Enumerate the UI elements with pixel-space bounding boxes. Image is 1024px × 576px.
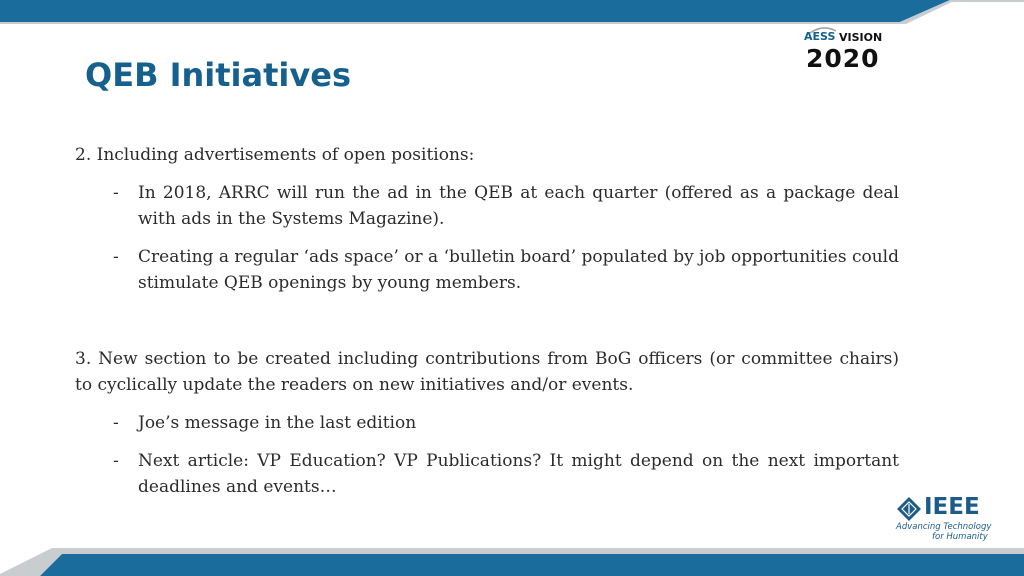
bullet-text: In 2018, ARRC will run the ad in the QEB at each quarter (offered as a package deal with ads in the Systems Magazine). [138,183,899,229]
bullet-text: Joe’s message in the last edition [138,413,417,433]
item-2-heading: 2. Including advertisements of open positions: [75,145,475,165]
ieee-tagline-2: for Humanity [932,532,988,542]
ieee-tagline-1: Advancing Technology [896,522,992,532]
vision-year: 2020 [806,44,880,73]
ieee-wordmark: IEEE [924,494,980,520]
ieee-diamond-icon [896,496,922,522]
top-decorative-band [0,0,1024,24]
vision-word: VISION [839,31,883,44]
slide-body [75,142,899,500]
bullet-text: Creating a regular ‘ads space’ or a ‘bulletin board’ populated by job opportunities could stimulate QEB openings by young members. [138,247,899,293]
list-item [75,244,899,296]
bullet-dash: - [113,451,119,471]
bullet-dash: - [113,247,119,267]
ieee-logo [894,494,1006,542]
bullet-dash: - [113,183,119,203]
item-3-heading: 3. New section to be created including contributions from BoG officers (or committee chairs) to cyclically update the readers on new initiatives and/or events. [75,349,899,395]
list-item [75,448,899,500]
aess-vision-2020-logo [804,26,888,76]
list-item [75,410,899,436]
slide-title: QEB Initiatives [85,56,351,94]
list-item [75,180,899,232]
bullet-dash: - [113,413,119,433]
bullet-text: Next article: VP Education? VP Publications? It might depend on the next important deadlines and events… [138,451,899,497]
bottom-decorative-band [0,544,1024,576]
aess-brand-text: AESS [804,30,836,43]
